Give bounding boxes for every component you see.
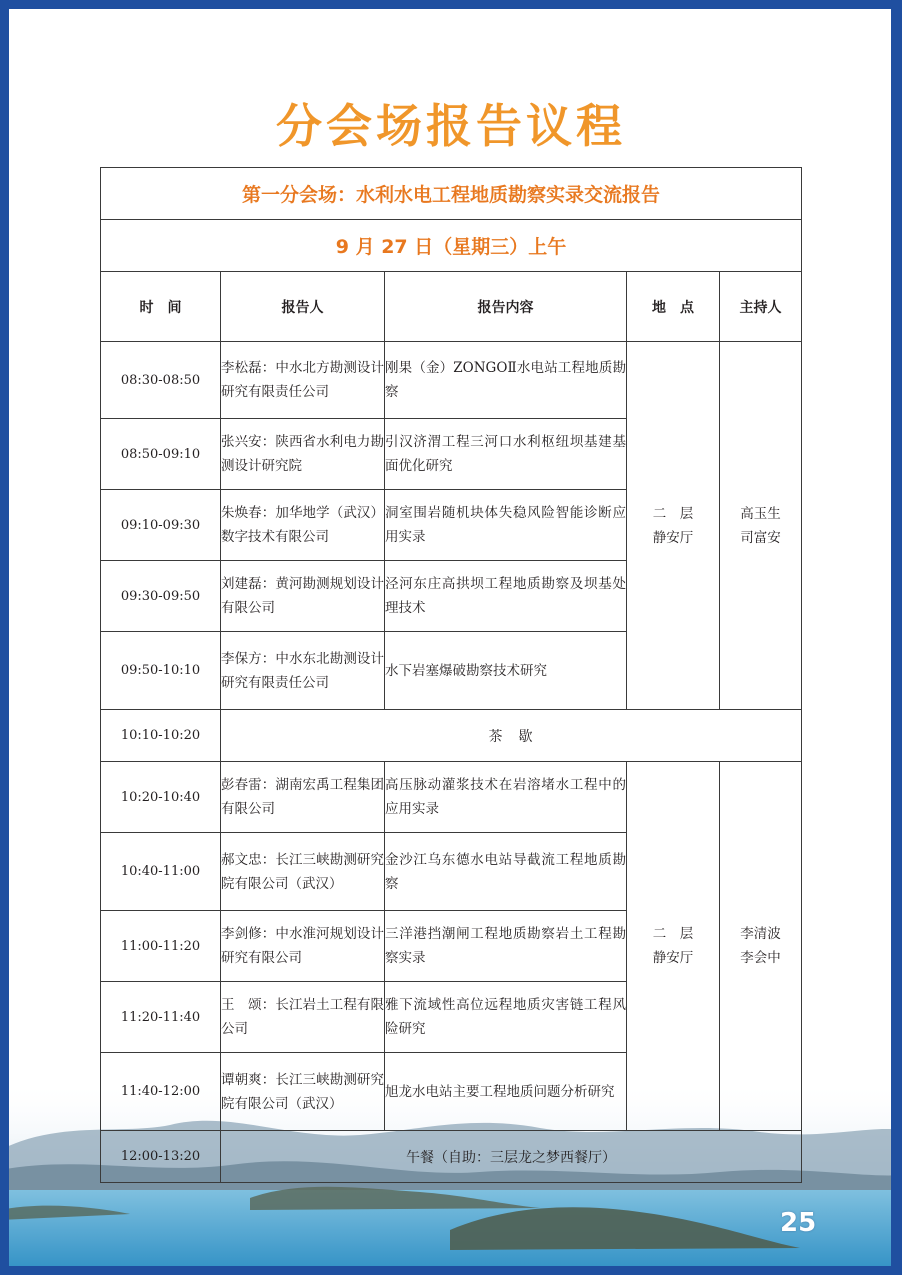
row-topic: 金沙江乌东德水电站导截流工程地质勘察 <box>385 833 627 911</box>
row-topic: 泾河东庄高拱坝工程地质勘察及坝基处理技术 <box>385 561 627 632</box>
page-number: 25 <box>780 1208 817 1238</box>
page-title: 分会场报告议程 <box>276 99 626 153</box>
header-time: 时 间 <box>101 272 221 342</box>
header-host: 主持人 <box>720 272 802 342</box>
row-speaker: 王 颂：长江岩土工程有限公司 <box>221 982 385 1053</box>
row-topic: 引汉济渭工程三河口水利枢纽坝基建基面优化研究 <box>385 419 627 490</box>
row-time: 09:50-10:10 <box>101 632 221 710</box>
break-time: 10:10-10:20 <box>101 710 221 762</box>
agenda-table <box>100 167 802 1183</box>
row-time: 11:20-11:40 <box>101 982 221 1053</box>
row-speaker: 李松磊：中水北方勘测设计研究有限责任公司 <box>221 342 385 419</box>
row-time: 09:30-09:50 <box>101 561 221 632</box>
venue-cell: 二 层 静安厅 <box>627 762 720 1131</box>
row-topic: 高压脉动灌浆技术在岩溶堵水工程中的应用实录 <box>385 762 627 833</box>
row-topic: 刚果（金）ZONGOⅡ水电站工程地质勘察 <box>385 342 627 419</box>
row-time: 10:40-11:00 <box>101 833 221 911</box>
row-topic: 水下岩塞爆破勘察技术研究 <box>385 632 627 710</box>
row-speaker: 谭朝爽：长江三峡勘测研究院有限公司（武汉） <box>221 1053 385 1131</box>
break-row <box>101 710 802 762</box>
row-speaker: 李剑修：中水淮河规划设计研究有限公司 <box>221 911 385 982</box>
row-speaker: 张兴安：陕西省水利电力勘测设计研究院 <box>221 419 385 490</box>
header-venue: 地 点 <box>627 272 720 342</box>
row-topic: 洞室围岩随机块体失稳风险智能诊断应用实录 <box>385 490 627 561</box>
host-cell: 高玉生 司富安 <box>720 342 802 710</box>
row-time: 11:40-12:00 <box>101 1053 221 1131</box>
row-time: 08:50-09:10 <box>101 419 221 490</box>
row-speaker: 彭春雷：湖南宏禹工程集团有限公司 <box>221 762 385 833</box>
lunch-row <box>101 1131 802 1183</box>
row-speaker: 刘建磊：黄河勘测规划设计有限公司 <box>221 561 385 632</box>
header-speaker: 报告人 <box>221 272 385 342</box>
session-date: 9 月 27 日（星期三）上午 <box>101 220 802 272</box>
row-topic: 三洋港挡潮闸工程地质勘察岩土工程勘察实录 <box>385 911 627 982</box>
row-speaker: 郝文忠：长江三峡勘测研究院有限公司（武汉） <box>221 833 385 911</box>
row-speaker: 李保方：中水东北勘测设计研究有限责任公司 <box>221 632 385 710</box>
session-date-row <box>101 220 802 272</box>
host-cell: 李清波 李会中 <box>720 762 802 1131</box>
row-speaker: 朱焕春：加华地学（武汉）数字技术有限公司 <box>221 490 385 561</box>
row-topic: 雅下流域性高位远程地质灾害链工程风险研究 <box>385 982 627 1053</box>
table-row <box>101 342 802 419</box>
row-time: 10:20-10:40 <box>101 762 221 833</box>
venue-cell: 二 层 静安厅 <box>627 342 720 710</box>
session-title: 第一分会场：水利水电工程地质勘察实录交流报告 <box>101 168 802 220</box>
lunch-label: 午餐（自助：三层龙之梦西餐厅） <box>221 1131 802 1183</box>
break-label: 茶 歇 <box>221 710 802 762</box>
header-row <box>101 272 802 342</box>
lunch-time: 12:00-13:20 <box>101 1131 221 1183</box>
row-time: 11:00-11:20 <box>101 911 221 982</box>
header-topic: 报告内容 <box>385 272 627 342</box>
row-time: 09:10-09:30 <box>101 490 221 561</box>
row-time: 08:30-08:50 <box>101 342 221 419</box>
row-topic: 旭龙水电站主要工程地质问题分析研究 <box>385 1053 627 1131</box>
table-row <box>101 762 802 833</box>
session-title-row <box>101 168 802 220</box>
